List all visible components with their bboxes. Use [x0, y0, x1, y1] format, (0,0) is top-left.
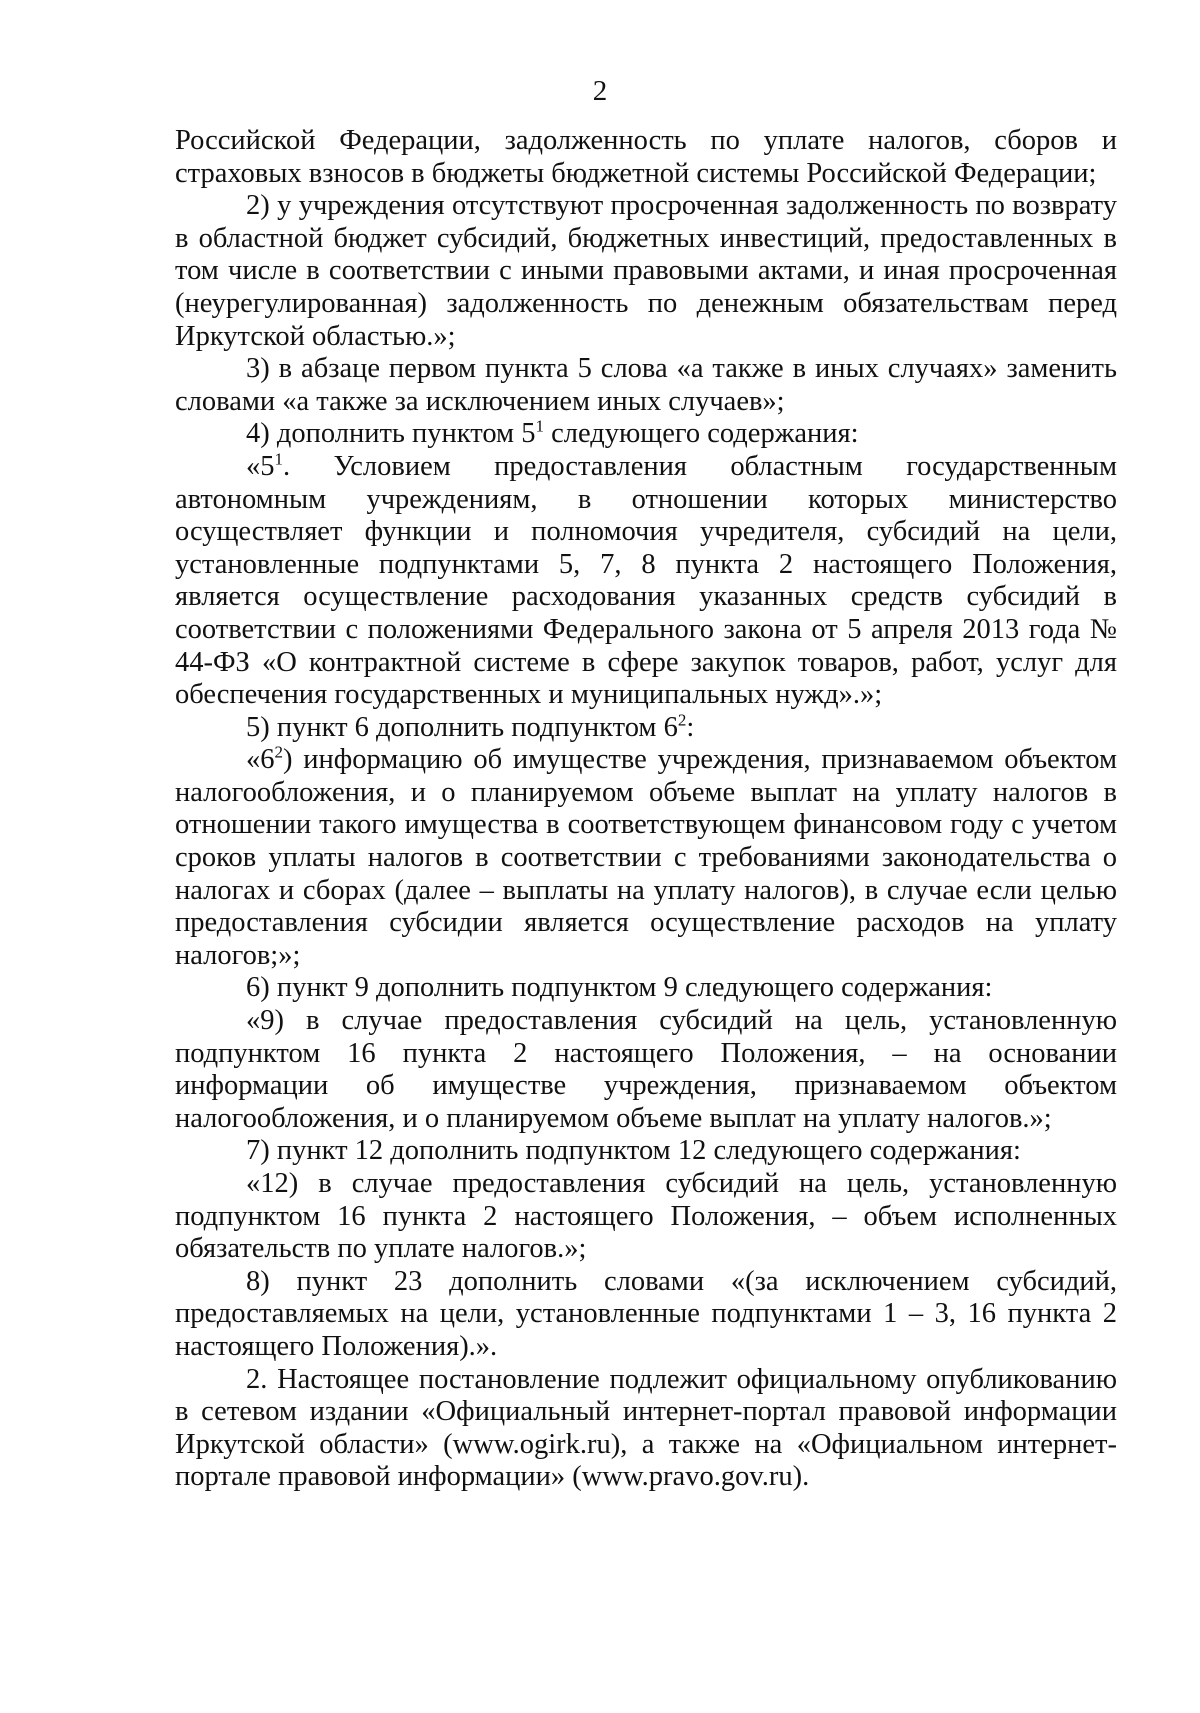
- page-number: 2: [592, 75, 608, 107]
- paragraph-text: 8) пункт 23 дополнить словами «(за исключением субсидий, предоставляемых на цели, установленные подпунктами 1 – 3, 16 пункта 2 настоящего Положения).».: [175, 1265, 1117, 1362]
- paragraph-text: 5) пункт 6 дополнить подпунктом 6: [246, 711, 678, 743]
- paragraph-p12: [175, 1364, 1117, 1494]
- paragraph-text: 3) в абзаце первом пункта 5 слова «а также в иных случаях» заменить словами «а также за исключением иных случаев»;: [175, 353, 1117, 417]
- superscript: 1: [274, 449, 283, 469]
- paragraph-p10: [175, 1168, 1117, 1266]
- paragraph-text: «6: [246, 744, 275, 776]
- paragraph-p4: [175, 451, 1117, 712]
- paragraph-p2: [175, 353, 1117, 418]
- paragraph-text: «5: [246, 450, 275, 482]
- paragraph-p1: [175, 190, 1117, 353]
- paragraph-p8: [175, 1005, 1117, 1135]
- paragraph-text: 4) дополнить пунктом 5: [246, 418, 536, 450]
- paragraph-text: 6) пункт 9 дополнить подпунктом 9 следующего содержания:: [246, 972, 993, 1004]
- paragraph-text: «9) в случае предоставления субсидий на цель, установленную подпунктом 16 пункта 2 настоящего Положения, – на основании информации об имуществе учреждения, признаваемом объектом налогообложения, и о планируемом объеме выплат на уплату налогов.»;: [175, 1005, 1117, 1134]
- paragraph-text: 2. Настоящее постановление подлежит официальному опубликованию в сетевом издании «Официальный интернет-портал правовой информации Иркутской области» (www.ogirk.ru), а также на «Официальном интернет-портале правовой информации» (www.pravo.gov.ru).: [175, 1363, 1117, 1493]
- paragraph-p7: [175, 972, 1117, 1005]
- paragraph-text: Российской Федерации, задолженность по уплате налогов, сборов и страховых взносов в бюджеты бюджетной системы Российской Федерации;: [175, 125, 1117, 189]
- paragraph-text: :: [686, 711, 695, 743]
- paragraph-p11: [175, 1266, 1117, 1364]
- paragraph-text: «12) в случае предоставления субсидий на цель, установленную подпунктом 16 пункта 2 настоящего Положения, – объем исполненных обязательств по уплате налогов.»;: [175, 1168, 1117, 1265]
- paragraph-text: ) информацию об имуществе учреждения, признаваемом объектом налогообложения, и о планируемом объеме выплат на уплату налогов в отношении такого имущества в соответствующем финансовом году с учетом сроков уплаты налогов в соответствии с требованиями законодательства о налогах и сборах (далее – выплаты на уплату налогов), в случае если целью предоставления субсидии является осуществление расходов на уплату налогов;»;: [175, 744, 1117, 971]
- superscript: 2: [677, 710, 687, 730]
- paragraph-p5: [175, 712, 1117, 745]
- paragraph-p3: [175, 418, 1117, 451]
- superscript: 1: [535, 416, 544, 436]
- paragraph-text: 2) у учреждения отсутствуют просроченная задолженность по возврату в областной бюджет субсидий, бюджетных инвестиций, предоставленных в том числе в соответствии с иными правовыми актами, и иная просроченная (неурегулированная) задолженность по денежным обязательствам перед Иркутской областью.»;: [175, 190, 1117, 352]
- paragraph-p9: [175, 1135, 1117, 1168]
- superscript: 2: [274, 742, 283, 762]
- paragraph-text: . Условием предоставления областным государственным автономным учреждениям, в отношении которых министерство осуществляет функции и полномочия учредителя, субсидий на цели, установленные подпунктами 5, 7, 8 пункта 2 настоящего Положения, является осуществление расходования указанных средств субсидий в соответствии с положениями Федерального закона от 5 апреля 2013 года № 44-ФЗ «О контрактной системе в сфере закупок товаров, работ, услуг для обеспечения государственных и муниципальных нужд».»;: [175, 450, 1117, 711]
- paragraph-p0: [175, 125, 1117, 190]
- document-body: [175, 125, 1117, 1494]
- paragraph-p6: [175, 744, 1117, 972]
- paragraph-text: 7) пункт 12 дополнить подпунктом 12 следующего содержания:: [246, 1135, 1021, 1167]
- paragraph-text: следующего содержания:: [543, 418, 859, 450]
